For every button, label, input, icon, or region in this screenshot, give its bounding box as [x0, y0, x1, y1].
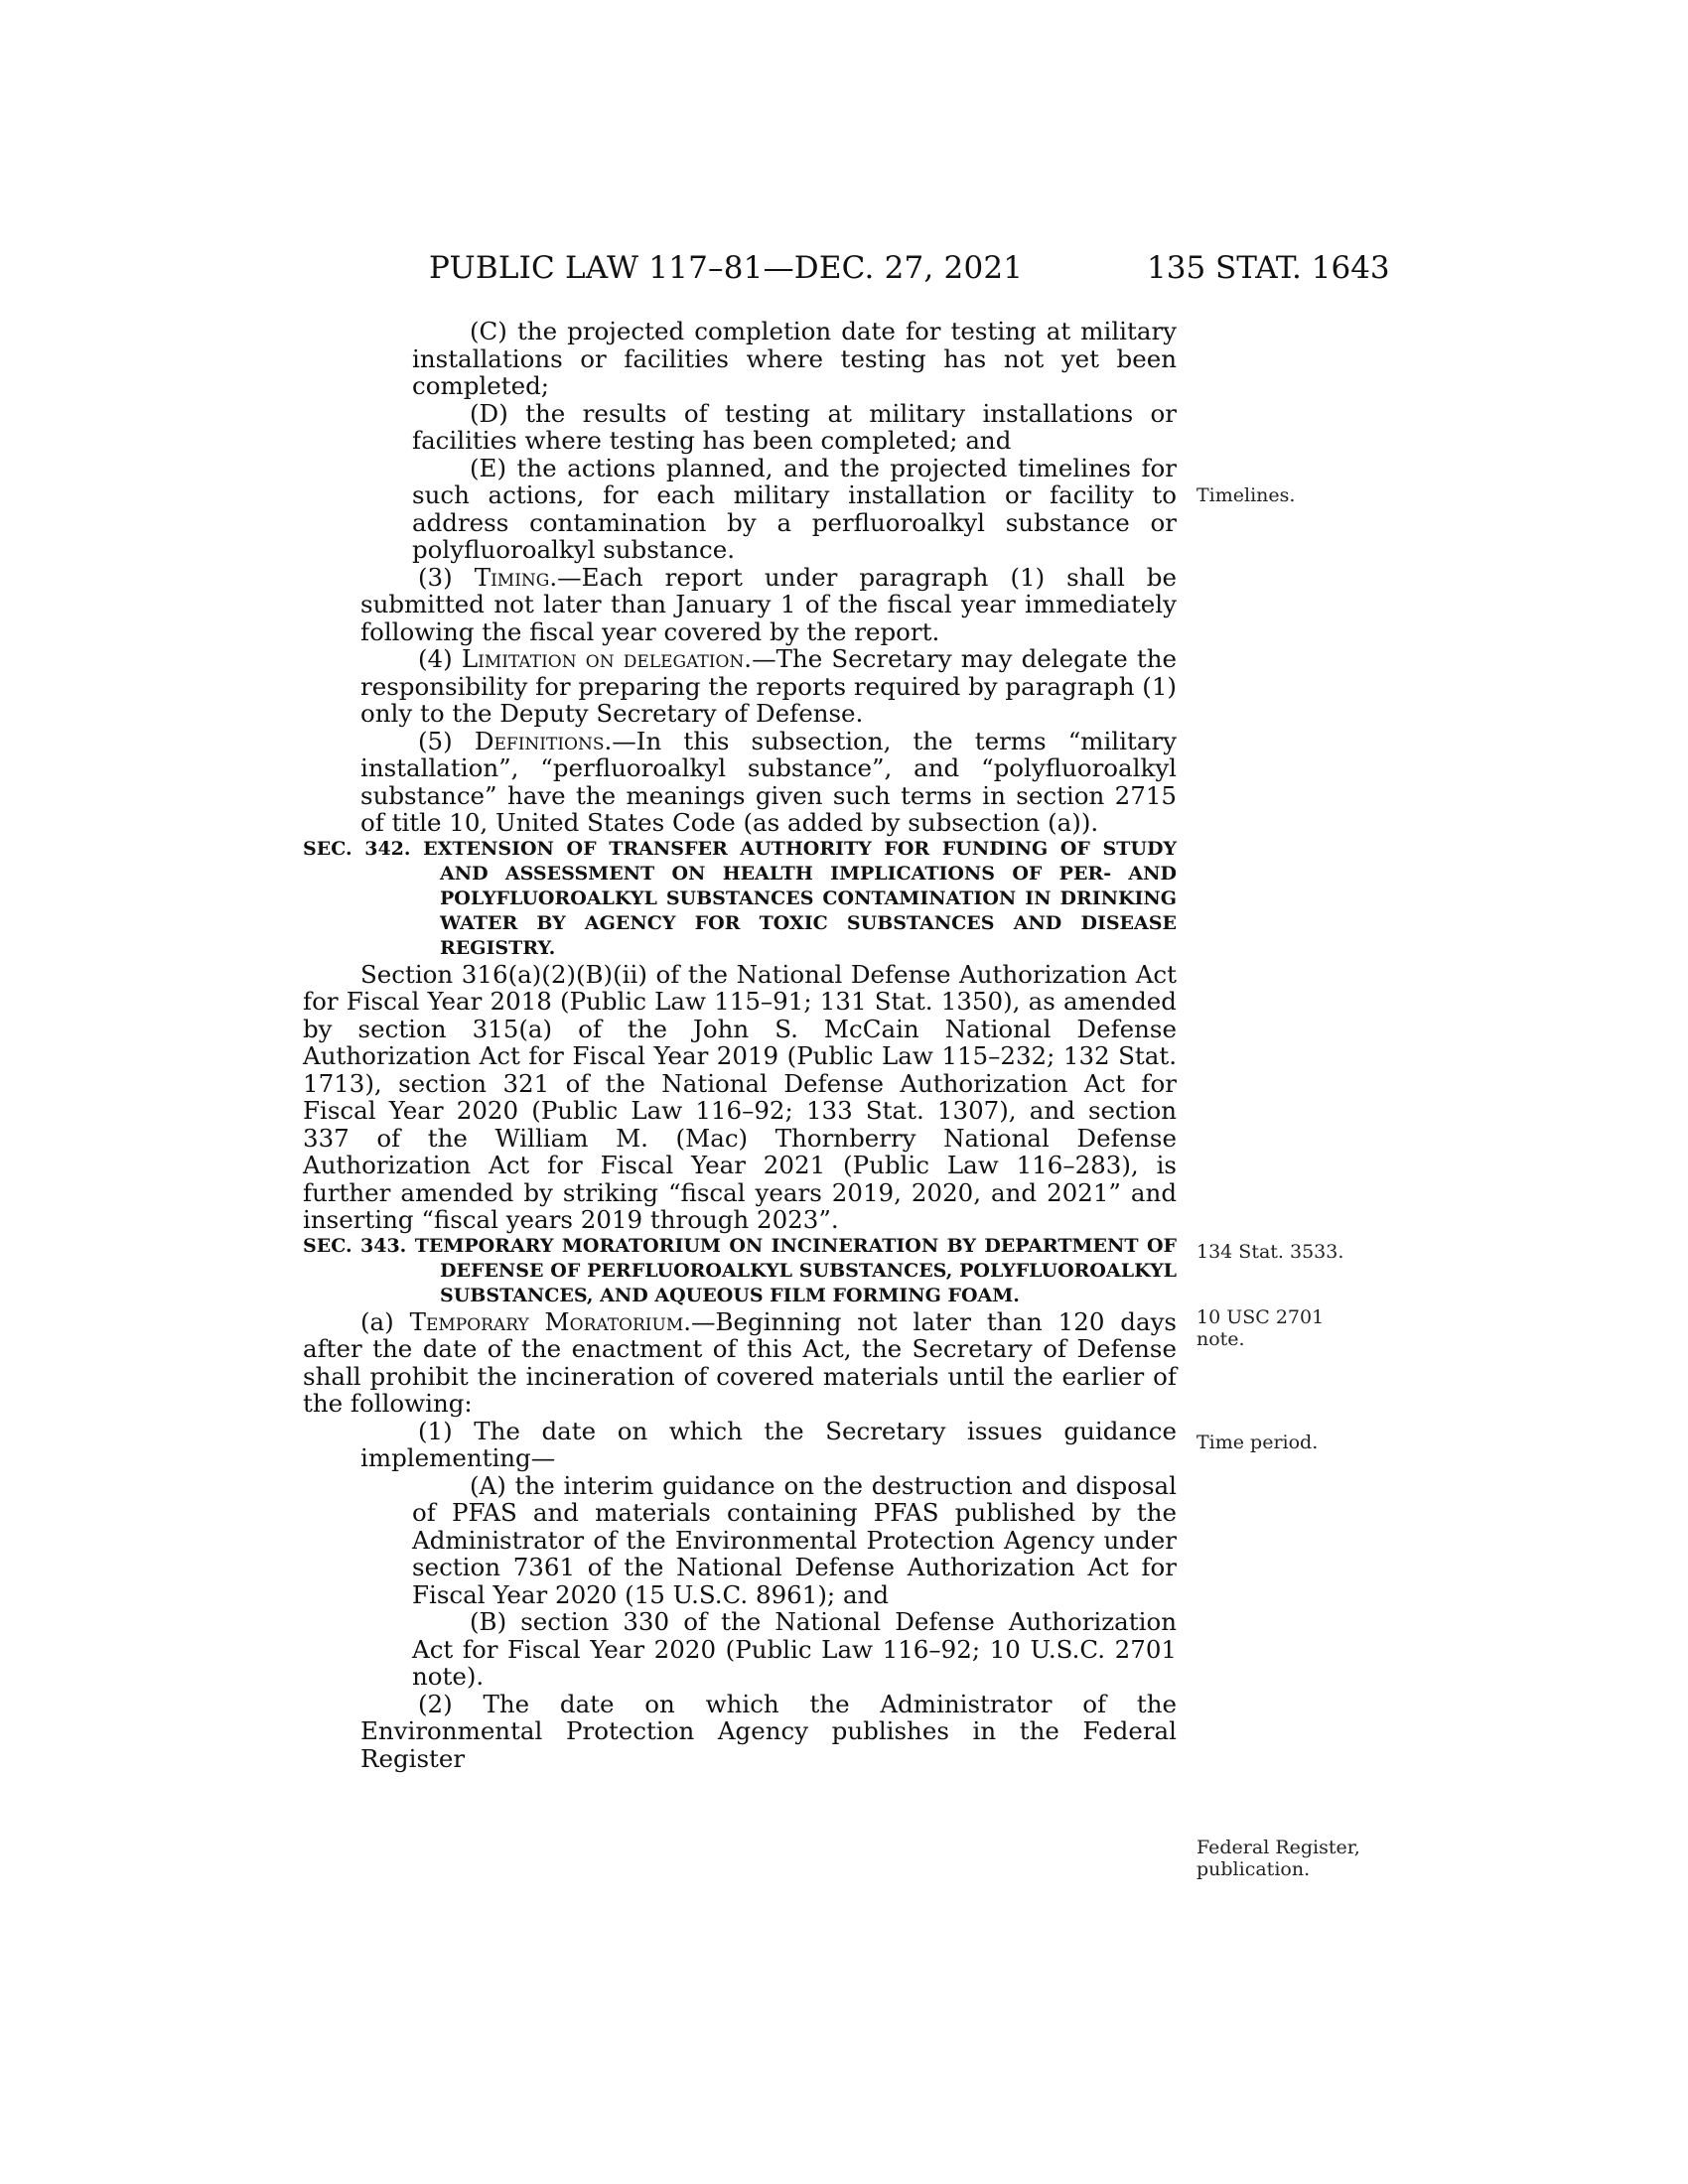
limitation-num: (4): [418, 644, 453, 673]
sec-343-subparagraph-a: (A) the interim guidance on the destruction and disposal of PFAS and materials containing PFAS published by the Administrator of the Environmental Protection Agency under section 7361 of the National Defense Authorization Act for Fiscal Year 2020 (15 U.S.C. 8961); and: [412, 1470, 1177, 1609]
definitions-text: .—In this subsection, the terms “military installation”, “perfluoroalkyl substance”, and “polyfluoroalkyl substance” have the meanings given such terms in section 2715 of title 10, United States Code (as added by subsection (a)).: [360, 726, 1177, 837]
running-header-stat: 135 STAT. 1643: [1147, 250, 1390, 286]
paragraph-d: (D) the results of testing at military installations or facilities where testing has been completed; and: [412, 398, 1177, 455]
usc-line-1: 10 USC 2701: [1196, 1306, 1325, 1328]
usc-line-2: note.: [1196, 1328, 1245, 1350]
paragraph-limitation: [303, 645, 1177, 728]
sec-343-paragraph-1: (1) The date on which the Secretary issues guidance implementing—: [360, 1416, 1177, 1472]
fed-reg-line-1: Federal Register,: [1196, 1837, 1360, 1858]
a-text: .—Beginning not later than 120 days after the date of the enactment of this Act, the Secretary of Defense shall prohibit the incineration of covered materials until the earlier of the following:: [303, 1306, 1177, 1418]
sec-343-subsection-a: [303, 1308, 1177, 1418]
paragraph-timing: [303, 564, 1177, 646]
paragraph-definitions: [303, 728, 1177, 837]
margin-note-stat-ref: 134 Stat. 3533.: [1196, 1241, 1344, 1263]
sec-343-paragraph-2: (2) The date on which the Administrator of the Environmental Protection Agency publishes in the Federal Register: [360, 1689, 1177, 1773]
sec-342-text: Section 316(a)(2)(B)(ii) of the National Defense Authorization Act for Fiscal Year 2018 (Public Law 115–91; 131 Stat. 1350), as amended by section 315(a) of the John S. McCain National Defense Authorization Act for Fiscal Year 2019 (Public Law 115–232; 132 Stat. 1713), section 321 of the National Defense Authorization Act for Fiscal Year 2020 (Public Law 116–92; 133 Stat. 1307), and section 337 of the William M. (Mac) Thornberry National Defense Authorization Act for Fiscal Year 2021 (Public Law 116–283), is further amended by striking “fiscal years 2019, 2020, and 2021” and inserting “fiscal years 2019 through 2023”.: [303, 959, 1177, 1234]
limitation-heading: Limitation on delegation: [461, 644, 745, 673]
limitation-text: .—The Secretary may delegate the responsibility for preparing the reports required by paragraph (1) only to the Deputy Secretary of Defense.: [360, 644, 1177, 728]
sec-343-heading: SEC. 343. TEMPORARY MORATORIUM ON INCINERATION BY DEPARTMENT OF DEFENSE OF PERFLUOROALKYL SUBSTANCES, POLYFLUOROALKYL SUBSTANCES, AND AQUEOUS FILM FORMING FOAM.: [303, 1234, 1177, 1306]
statute-body: [303, 318, 1177, 1772]
fed-reg-line-2: publication.: [1196, 1858, 1311, 1880]
sec-342-heading: SEC. 342. EXTENSION OF TRANSFER AUTHORITY FOR FUNDING OF STUDY AND ASSESSMENT ON HEALTH IMPLICATIONS OF PER- AND POLYFLUOROALKYL SUBSTANCES CONTAMINATION IN DRINKING WATER BY AGENCY FOR TOXIC SUBSTANCES AND DISEASE REGISTRY.: [303, 837, 1177, 959]
margin-note-usc: [1196, 1306, 1324, 1350]
a-heading: Temporary Moratorium: [409, 1306, 684, 1336]
timing-heading: Timing: [474, 562, 550, 592]
timing-num: (3): [418, 562, 453, 592]
definitions-num: (5): [418, 726, 453, 755]
margin-note-federal-register: [1196, 1837, 1360, 1880]
margin-note-timelines: Timelines.: [1196, 484, 1296, 506]
sec-343-subparagraph-b: (B) section 330 of the National Defense Authorization Act for Fiscal Year 2020 (Public Law 116–92; 10 U.S.C. 2701 note).: [412, 1607, 1177, 1691]
paragraph-e: (E) the actions planned, and the projected timelines for such actions, for each military installation or facility to address contamination by a perfluoroalkyl substance or polyfluoroalkyl substance.: [412, 453, 1177, 564]
timing-text: .—Each report under paragraph (1) shall be submitted not later than January 1 of the fiscal year immediately following the fiscal year covered by the report.: [360, 562, 1177, 646]
running-header-title: PUBLIC LAW 117–81—DEC. 27, 2021: [429, 250, 1024, 286]
definitions-heading: Definitions: [474, 726, 605, 755]
paragraph-c: (C) the projected completion date for testing at military installations or facilities where testing has not yet been completed;: [412, 317, 1177, 400]
margin-note-time-period: Time period.: [1196, 1432, 1319, 1453]
a-num: (a): [360, 1306, 394, 1336]
